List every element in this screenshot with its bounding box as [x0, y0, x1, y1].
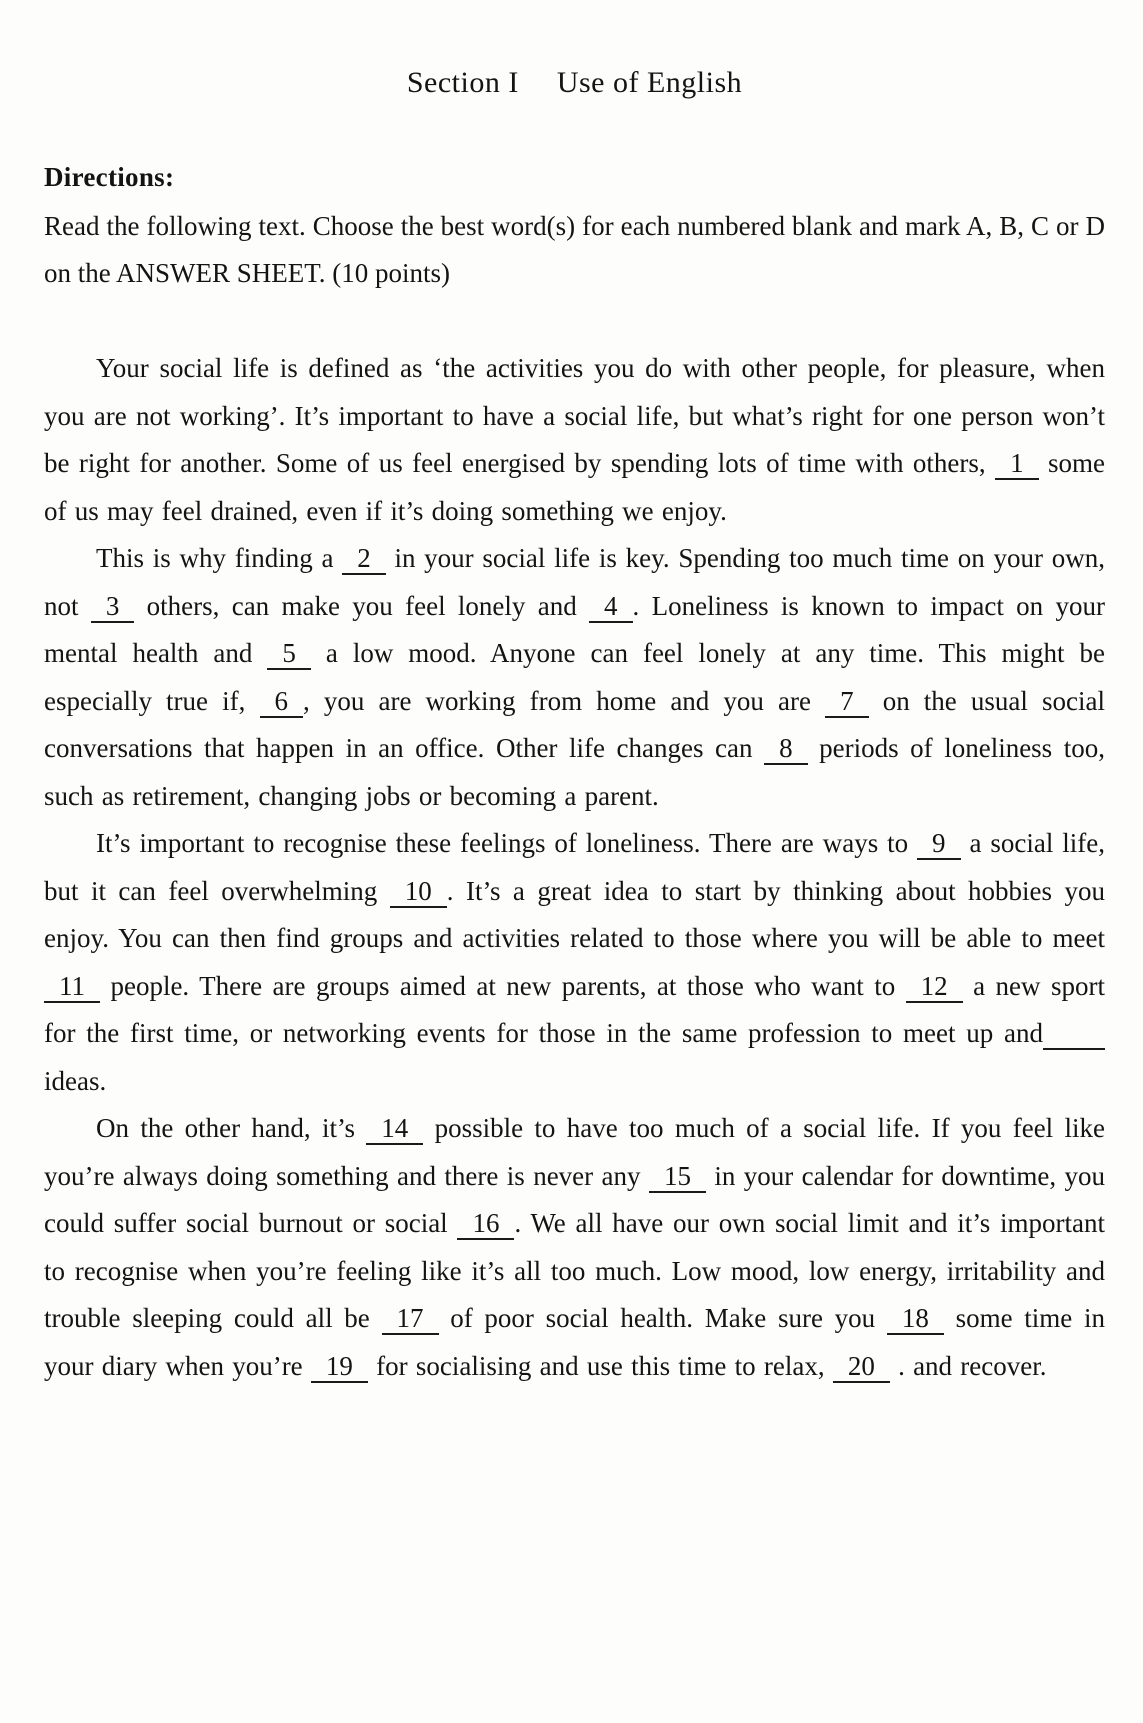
- blank-19: 19: [311, 1351, 368, 1383]
- blank-12: 12: [906, 971, 963, 1003]
- directions-block: [44, 162, 1105, 297]
- blank-6: 6: [260, 686, 304, 718]
- directions-text: Read the following text. Choose the best word(s) for each numbered blank and mark A, B, C or D on the ANSWER SHEET. (10 points): [44, 211, 1105, 288]
- blank-7: 7: [825, 686, 869, 718]
- blank-2: 2: [342, 543, 386, 575]
- section-number: Section I: [406, 66, 519, 99]
- blank-3: 3: [91, 591, 135, 623]
- blank-1: 1: [995, 448, 1039, 480]
- blank-14: 14: [366, 1113, 423, 1145]
- passage-paragraph: It’s important to recognise these feelings of loneliness. There are ways to 9 a social life, but it can feel overwhelming 10 . It’s a great idea to start by thinking about hobbies you enjoy. You can then find groups and activities related to those where you will be able to meet 11 people. There are groups aimed at new parents, at those who want to 12 a new sport for the first time, or networking events for those in the same profession to meet up and ideas.: [44, 828, 1105, 1096]
- blank-11: 11: [44, 971, 100, 1003]
- directions-label: Directions:: [44, 162, 175, 192]
- blank-10: 10: [390, 876, 447, 908]
- blank-20: 20: [833, 1351, 890, 1383]
- passage-paragraph: On the other hand, it’s 14 possible to have too much of a social life. If you feel like you’re always doing something and there is never any 15 in your calendar for downtime, you could suffer social burnout or social 16 . We all have our own social limit and it’s important to recognise when you’re feeling like it’s all too much. Low mood, low energy, irritability and trouble sleeping could all be 17 of poor social health. Make sure you 18 some time in your diary when you’re 19 for socialising and use this time to relax, 20 . and recover.: [44, 1113, 1106, 1381]
- section-name: Use of English: [556, 66, 743, 99]
- cloze-passage: [44, 345, 1105, 1390]
- blank-15: 15: [649, 1161, 706, 1193]
- page-title: [44, 66, 1105, 100]
- passage-paragraph: Your social life is defined as ‘the activities you do with other people, for pleasure, when you are not working’. It’s important to have a social life, but what’s right for one person won’t be right for another. Some of us feel energised by spending lots of time with others, 1 some of us may feel drained, even if it’s doing something we enjoy.: [44, 353, 1105, 526]
- blank-17: 17: [382, 1303, 439, 1335]
- blank-5: 5: [267, 638, 311, 670]
- blank-18: 18: [887, 1303, 944, 1335]
- blank-9: 9: [917, 828, 961, 860]
- blank-4: 4: [589, 591, 633, 623]
- blank-unnumbered: [1043, 1018, 1105, 1050]
- blank-16: 16: [457, 1208, 514, 1240]
- passage-paragraph: This is why finding a 2 in your social life is key. Spending too much time on your own, not 3 others, can make you feel lonely and 4 . Loneliness is known to impact on your mental health and 5 a low mood. Anyone can feel lonely at any time. This might be especially true if, 6 , you are working from home and you are 7 on the usual social conversations that happen in an office. Other life changes can 8 periods of loneliness too, such as retirement, changing jobs or becoming a parent.: [44, 543, 1105, 811]
- blank-8: 8: [764, 733, 808, 765]
